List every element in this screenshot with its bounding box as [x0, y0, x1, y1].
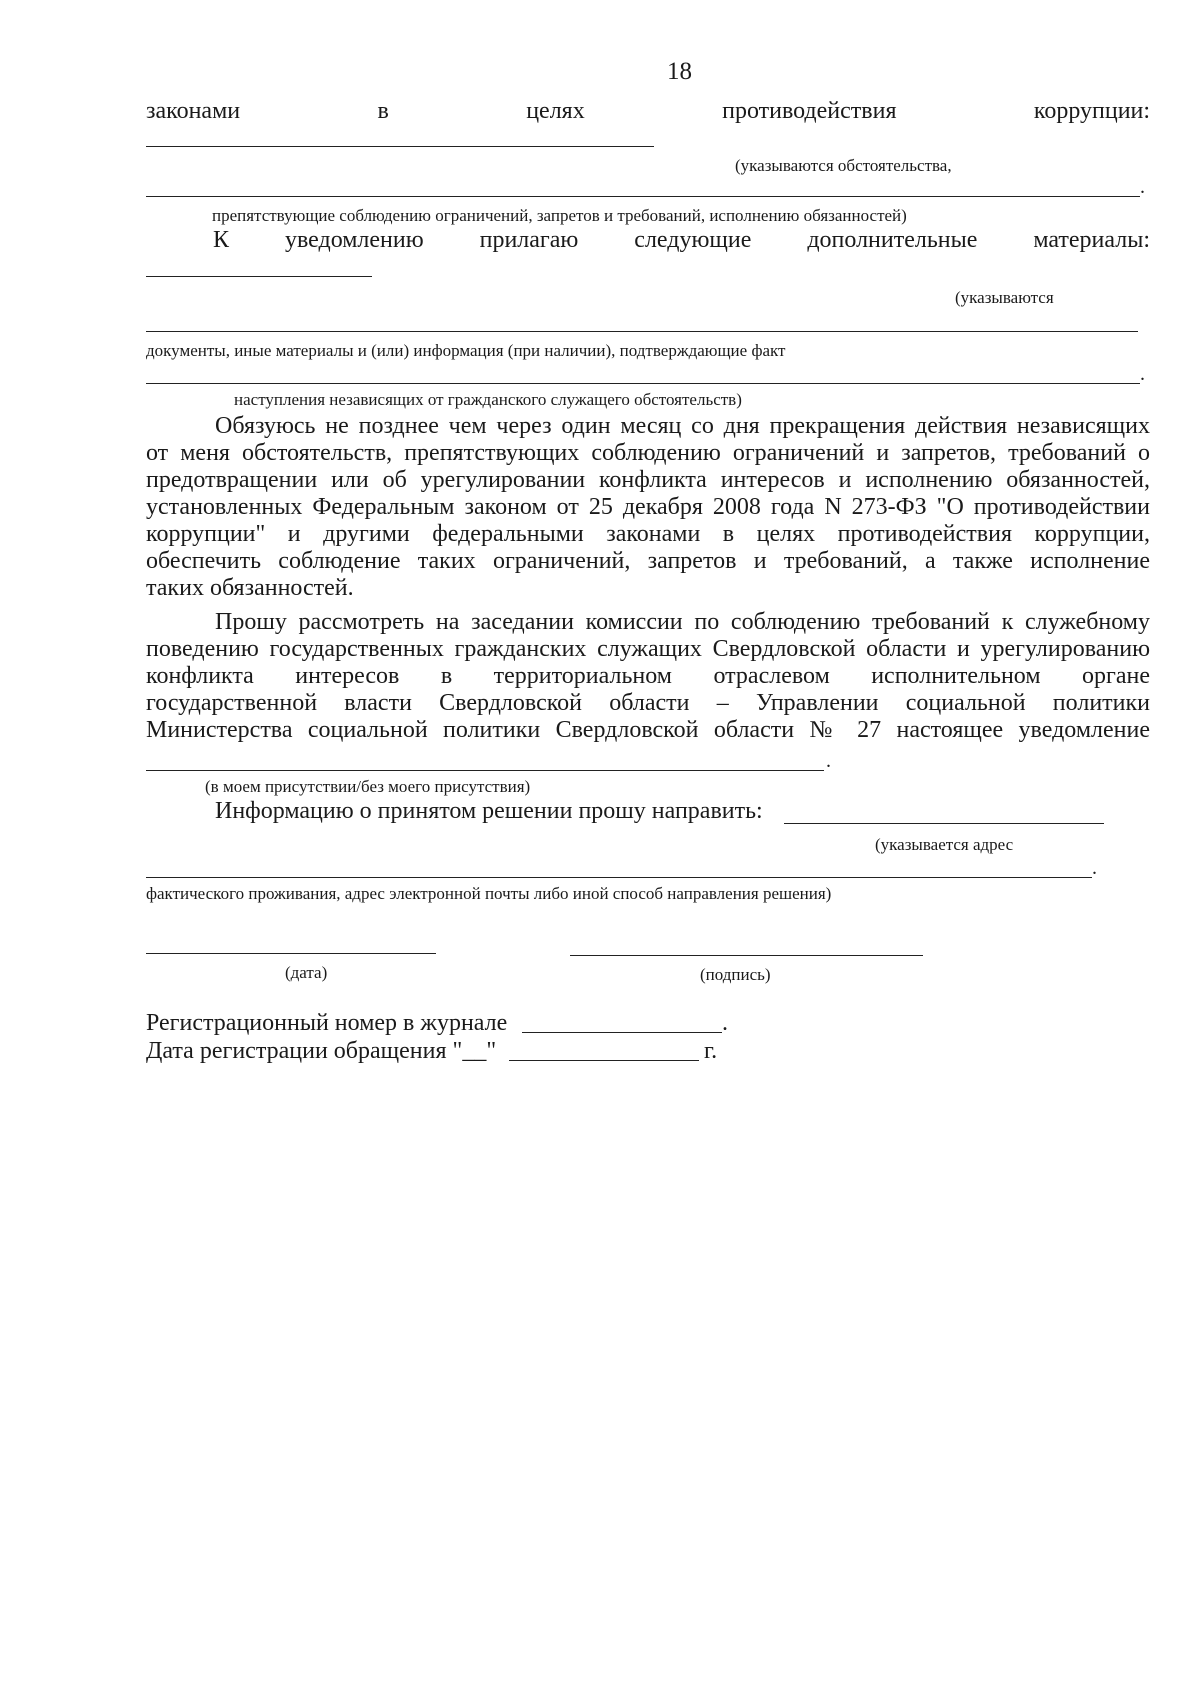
fill-line: [146, 331, 1138, 332]
attach-line-text: [213, 227, 1150, 254]
obligation-line: предотвращении или об урегулировании конфликта интересов и исполнению обязанностей,: [146, 467, 1150, 493]
attach-word: дополнительные: [807, 227, 978, 253]
hint-circumstances: (указываются обстоятельства,: [735, 156, 952, 175]
request-line: Прошу рассмотреть на заседании комиссии по соблюдению требований к служебному: [215, 609, 1150, 635]
signature-label: (подпись): [700, 965, 771, 984]
caption-presence: (в моем присутствии/без моего присутствия): [205, 777, 531, 796]
caption-address: фактического проживания, адрес электронной почты либо иной способ направления решения): [146, 884, 832, 903]
obligation-line: от меня обстоятельств, препятствующих соблюдению ограничений и запретов, требований о: [146, 440, 1150, 466]
page-number: 18: [667, 58, 692, 85]
fill-line-address: [784, 823, 1104, 824]
top-word: целях: [526, 98, 585, 124]
registration-number-label: Регистрационный номер в журнале: [146, 1010, 508, 1036]
info-request-text: Информацию о принятом решении прошу направить:: [215, 798, 763, 824]
attach-word: уведомлению: [284, 227, 424, 253]
request-line: государственной власти Свердловской области – Управлении социальной политики: [146, 690, 1150, 716]
top-word: коррупции:: [1033, 98, 1151, 124]
attach-word: прилагаю: [479, 227, 579, 253]
top-word: противодействия: [722, 98, 897, 124]
fill-line: [146, 196, 1140, 197]
obligation-line: установленных Федеральным законом от 25 декабря 2008 года N 273-ФЗ "О противодействии: [146, 494, 1150, 520]
fill-line: [146, 146, 654, 147]
obligation-line: обеспечить соблюдение таких ограничений, запретов и требований, а также исполнение: [146, 548, 1150, 574]
hint-address: (указывается адрес: [875, 835, 1014, 854]
year-suffix: г.: [704, 1038, 718, 1064]
fill-line: [146, 383, 1140, 384]
request-line: конфликта интересов в территориальном отраслевом исполнительном органе: [146, 663, 1150, 689]
fill-line-presence: [146, 770, 824, 771]
top-line-text: [146, 98, 1150, 125]
registration-number-line: [522, 1032, 722, 1033]
hint-attachments: (указываются: [955, 288, 1054, 307]
fill-line: [146, 276, 372, 277]
obligation-line: таких обязанностей.: [146, 575, 354, 601]
obligation-line: Обязуюсь не позднее чем через один месяц со дня прекращения действия независящих: [215, 413, 1150, 439]
date-label: (дата): [285, 963, 328, 982]
caption-documents: документы, иные материалы и (или) информация (при наличии), подтверждающие факт: [146, 341, 786, 360]
registration-date-label: Дата регистрации обращения "__": [146, 1038, 497, 1064]
request-line: поведению государственных гражданских служащих Свердловской области и урегулированию: [146, 636, 1150, 662]
line-end-dot: .: [1140, 363, 1145, 385]
request-line: Министерства социальной политики Свердловской области № 27 настоящее уведомление: [146, 717, 1150, 743]
attach-word: материалы:: [1033, 227, 1151, 253]
caption-circumstances: препятствующие соблюдению ограничений, запретов и требований, исполнению обязанностей): [212, 206, 907, 225]
attach-word: следующие: [634, 227, 752, 253]
top-word: законами: [146, 98, 241, 124]
obligation-line: коррупции" и другими федеральными законами в целях противодействия коррупции,: [146, 521, 1150, 547]
fill-line: [146, 877, 1092, 878]
caption-independent-circumstances: наступления независящих от гражданского служащего обстоятельств): [234, 390, 742, 409]
attach-word: К: [213, 227, 230, 253]
registration-date-line: [509, 1060, 699, 1061]
date-line: [146, 953, 436, 954]
top-word: в: [377, 98, 389, 124]
line-end-dot: .: [1140, 176, 1145, 198]
line-end-dot: .: [1092, 857, 1097, 879]
line-end-dot: .: [722, 1010, 728, 1036]
signature-line: [570, 955, 923, 956]
line-end-dot: .: [826, 750, 831, 772]
